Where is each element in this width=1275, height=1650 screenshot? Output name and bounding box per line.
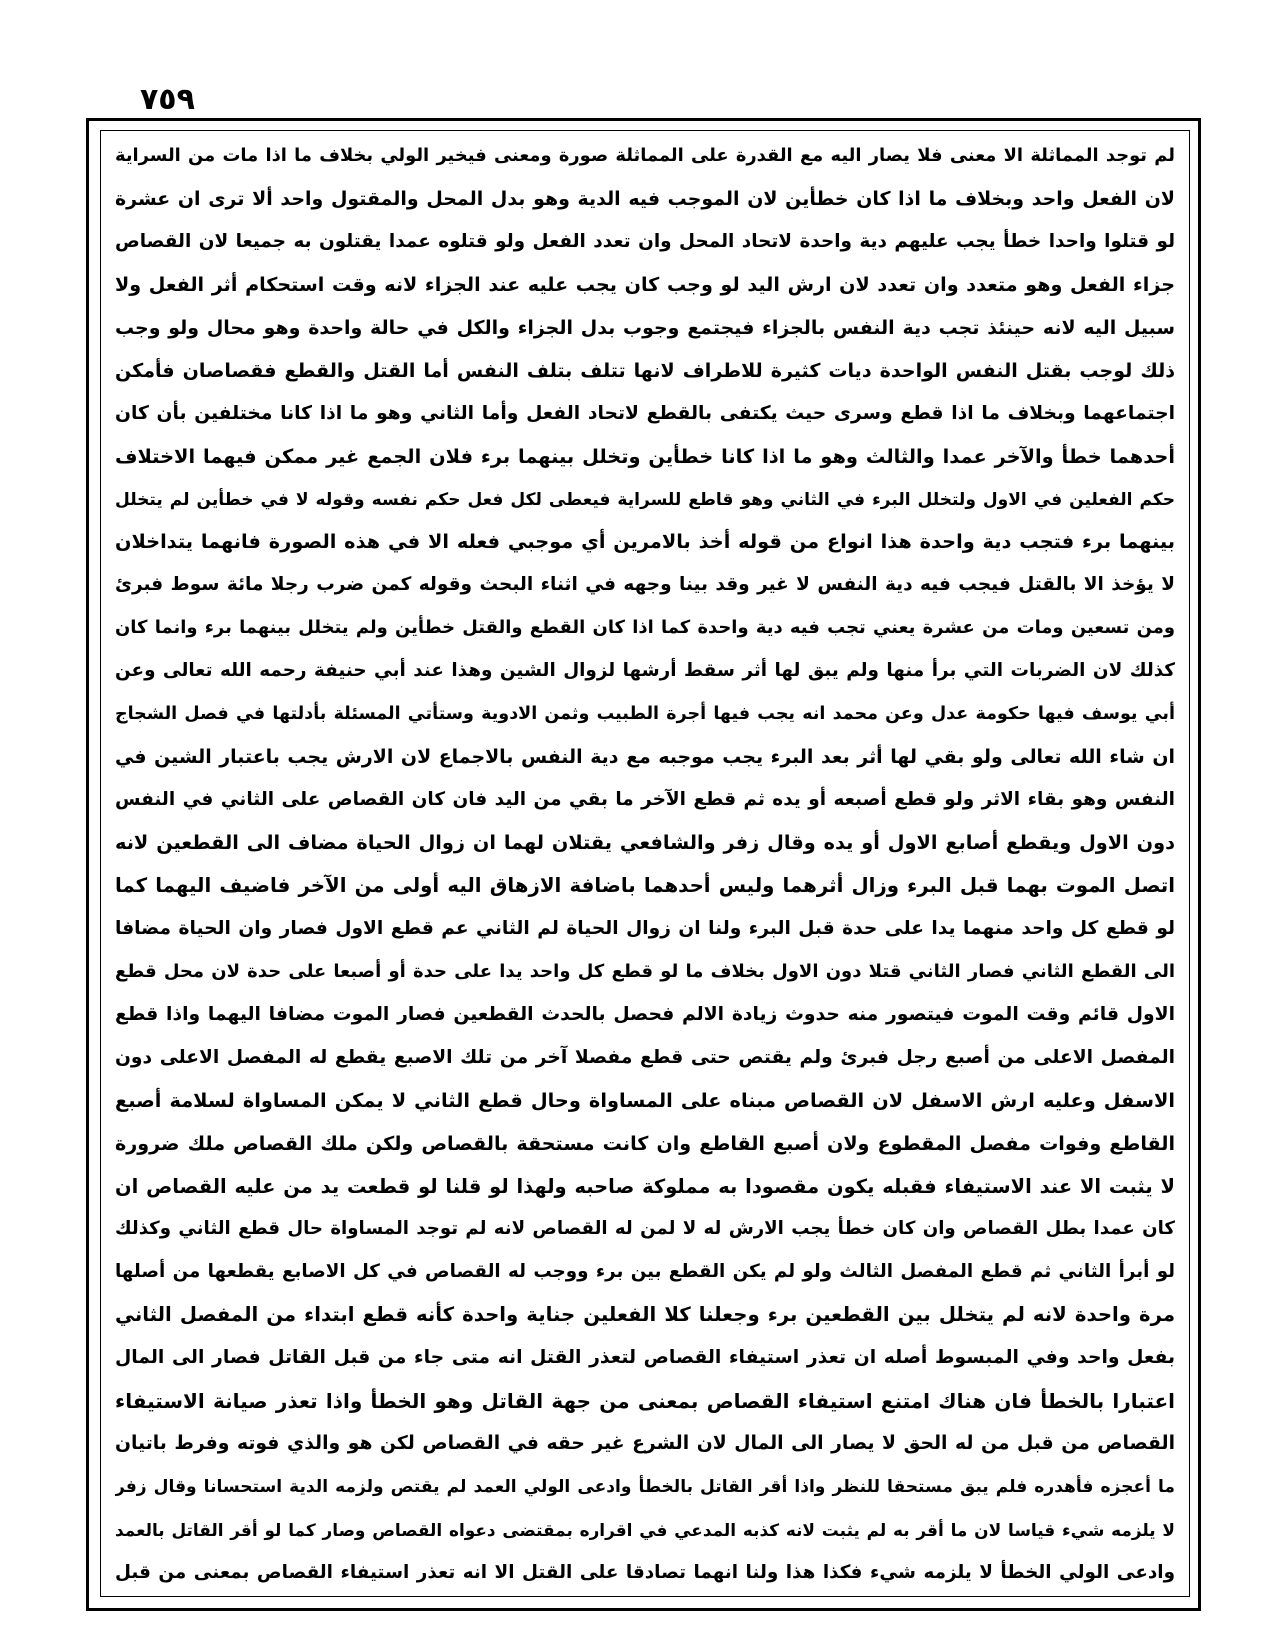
text-line: ان شاء الله تعالى ولو بقي لها أثر بعد البرء يجب موجبه مع دية النفس بالاجماع لان الارش يجب باعتبار الشين في xyxy=(115,746,1175,769)
text-line: جزاء الفعل وهو متعدد وان تعدد لان ارش اليد لو وجب كان يجب عليه عند الجزاء لانه وقت استحكام أثر الفعل ولا xyxy=(115,272,1175,296)
text-line: مرة واحدة لانه لم يتخلل بين القطعين برء وجعلنا كلا الفعلين جناية واحدة كأنه قطع ابتداء من المفصل الثاني xyxy=(115,1303,1175,1327)
text-line: لو أبرأ الثاني ثم قطع المفصل الثالث ولو لم يكن القطع بين برء ووجب له القصاص في كل الاصابع يقطعها من أصلها xyxy=(115,1261,1175,1283)
text-line: الاسفل وعليه ارش الاسفل لان القصاص مبناه على المساواة وحال قطع الثاني لا يمكن المساواة لسلامة أصبع xyxy=(115,1088,1175,1112)
text-line: ما أعجزه فأهدره فلم يبق مستحقا للنظر واذا أقر القاتل بالخطأ وادعى الولي العمد لم يقتص ولزمه الدية استحسانا وقال زفر xyxy=(115,1477,1175,1498)
text-line: الاول قائم وقت الموت فيتصور منه حدوث زيادة الالم فحصل بالحدث القطعين فصار الموت مضافا اليهما واذا قطع xyxy=(115,1003,1175,1025)
text-line: لا يثبت الا عند الاستيفاء فقبله يكون مقصودا به مملوكة صاحبه ولهذا لو قلنا لو قطعت يد من عليه القصاص ان xyxy=(115,1174,1175,1198)
text-line: دون الاول ويقطع أصابع الاول أو يده وقال زفر والشافعي يقتلان لهما ان زوال الحياة مضاف الى القطعين لانه xyxy=(115,831,1175,854)
text-line: لم توجد المماثلة الا معنى فلا يصار اليه مع القدرة على المماثلة صورة ومعنى فيخير الولي بخلاف ما اذا مات من السراية xyxy=(115,145,1175,166)
page-number: ٧٥٩ xyxy=(140,82,195,117)
text-line: لان الفعل واحد وبخلاف ما اذا كان خطأين لان الموجب فيه الدية وهو بدل المحل والمقتول واحد ألا ترى ان عشرة xyxy=(115,187,1175,210)
text-line: أبي يوسف فيها حكومة عدل وعن محمد انه يجب فيها أجرة الطبيب وثمن الادوية وستأتي المسئلة بأدلتها في فصل الشجاج xyxy=(115,704,1175,725)
text-line: أحدهما خطأ والآخر عمدا والثالث وهو ما اذا كانا خطأين وتخلل بينهما برء فلان الجمع غير ممكن فيهما الاختلاف xyxy=(115,444,1175,468)
text-line: ومن تسعين ومات من عشرة يعني تجب فيه دية واحدة كما اذا كان القطع والقتل خطأين ولم يتخلل بينهما برء وانما كان xyxy=(115,617,1175,639)
text-line: النفس وهو بقاء الاثر ولو قطع أصبعه أو يده ثم قطع الآخر ما بقي من اليد فان كان القصاص على الثاني في النفس xyxy=(115,789,1175,811)
text-line: لو قطع كل واحد منهما يدا على حدة قبل البرء ولنا ان زوال الحياة لم الثاني عم قطع الاول فصار وان الحياة مضافا xyxy=(115,917,1175,939)
text-body xyxy=(115,141,1175,1588)
text-line: المفصل الاعلى من أصبع رجل فبرئ ولم يقتص حتى قطع مفصلا آخر من تلك الاصبع يقطع له المفصل الاعلى دون xyxy=(115,1046,1175,1068)
text-line: اجتماعهما وبخلاف ما اذا قطع وسرى حيث يكتفى بالقطع لاتحاد الفعل وأما الثاني وهو ما اذا كانا مختلفين بأن كان xyxy=(115,402,1175,424)
text-line: كذلك لان الضربات التي برأ منها ولم يبق لها أثر سقط أرشها لزوال الشين وهذا عند أبي حنيفة رحمه الله تعالى وعن xyxy=(115,660,1175,682)
text-line: سبيل اليه لانه حينئذ تجب دية النفس بالجزاء فيجتمع وجوب بدل الجزاء والكل في حالة واحدة وهو محال ولو وجب xyxy=(115,316,1175,339)
text-line: القصاص من قبل من له الحق لا يصار الى المال لان الشرع غير حقه في القصاص لكن هو والذي فوته وفرط باتيان xyxy=(115,1433,1175,1455)
text-line: بينهما برء فتجب دية واحدة هذا انواع من قوله أخذ بالامرين أي موجبي فعله الا في هذه الصورة فانهما يتداخلان xyxy=(115,530,1175,554)
text-line: لا يلزمه شيء قياسا لان ما أقر به لم يثبت لانه كذبه المدعي في اقراره بمقتضى دعواه القصاص وصار كما لو أقر القاتل بالعمد xyxy=(115,1520,1175,1540)
page-border-inner xyxy=(100,130,1190,1597)
text-line: لو قتلوا واحدا خطأ يجب عليهم دية واحدة لاتحاد المحل وان تعدد الفعل ولو قتلوه عمدا يقتلون به جميعا لان القصاص xyxy=(115,230,1175,252)
text-line: لا يؤخذ الا بالقتل فيجب فيه دية النفس لا غير وقد بينا وجهه في اثناء البحث وقوله كمن ضرب رجلا مائة سوط فبرئ xyxy=(115,574,1175,596)
text-line: اعتبارا بالخطأ فان هناك امتنع استيفاء القصاص بمعنى من جهة القاتل وهو الخطأ واذا تعذر صيانة الاستيفاء xyxy=(115,1389,1175,1414)
text-line: القاطع وفوات مفصل المقطوع ولان أصبع القاطع وان كانت مستحقة بالقصاص ولكن ملك القصاص ملك ضرورة xyxy=(115,1131,1175,1155)
text-line: حكم الفعلين في الاول ولتخلل البرء في الثاني وهو قاطع للسراية فيعطى لكل فعل حكم نفسه وقوله لا في خطأين لم يتخلل xyxy=(115,489,1175,510)
text-line: وادعى الولي الخطأ لا يلزمه شيء فكذا هذا ولنا انهما تصادقا على القتل الا انه تعذر استيفاء القصاص بمعنى من قبل xyxy=(115,1561,1175,1583)
text-line: بفعل واحد وفي المبسوط أصله ان تعذر استيفاء القصاص لتعذر القتل انه متى جاء من قبل القاتل فصار الى المال xyxy=(115,1347,1175,1369)
text-line: اتصل الموت بهما قبل البرء وزال أثرهما وليس أحدهما باضافة الازهاق اليه أولى من الآخر فاضيف اليهما كما xyxy=(115,873,1175,897)
text-line: كان عمدا بطل القصاص وان كان خطأ يجب الارش له لا لمن له القصاص لانه لم توجد المساواة حال قطع الثاني وكذلك xyxy=(115,1218,1175,1240)
text-line: ذلك لوجب بقتل النفس الواحدة ديات كثيرة للاطراف لانها تتلف بتلف النفس أما القتل والقطع فقصاصان فأمكن xyxy=(115,359,1175,382)
text-line: الى القطع الثاني فصار الثاني قتلا دون الاول بخلاف ما لو قطع كل واحد يدا على حدة أو أصبعا على حدة لان محل قطع xyxy=(115,960,1175,982)
